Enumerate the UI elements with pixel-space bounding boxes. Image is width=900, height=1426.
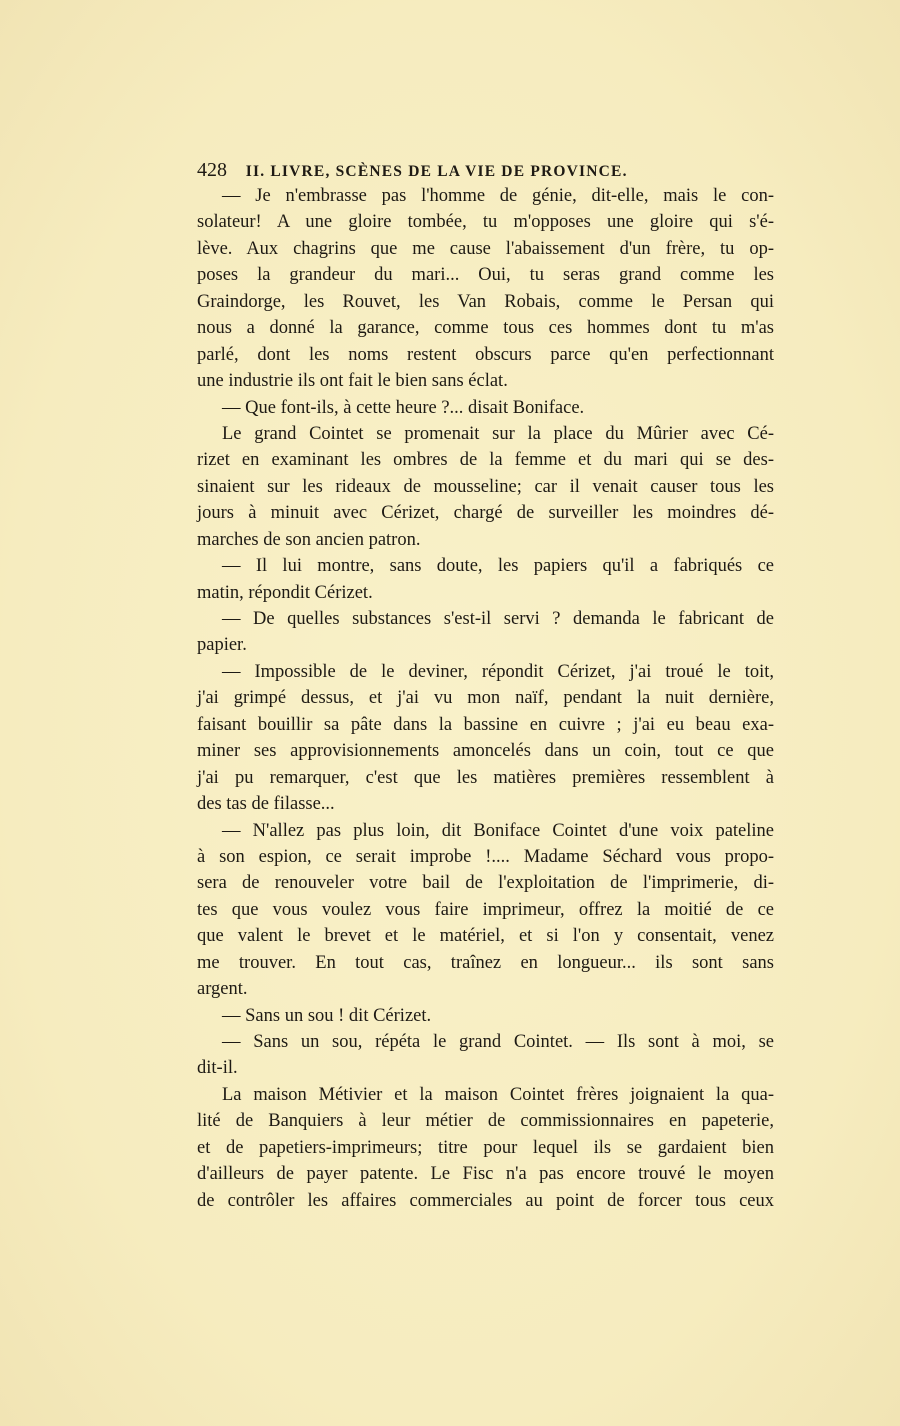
text-line: me trouver. En tout cas, traînez en longueur... ils sont sans xyxy=(197,952,774,973)
paragraph xyxy=(197,1029,774,1082)
text-line: nous a donné la garance, comme tous ces hommes dont tu m'as xyxy=(197,318,774,339)
text-line: papier. xyxy=(197,635,247,656)
text-line: j'ai pu remarquer, c'est que les matières premières ressemblent à xyxy=(197,767,774,788)
paragraph xyxy=(197,395,774,421)
text-line: — Sans un sou, répéta le grand Cointet. — Ils sont à moi, se xyxy=(222,1032,774,1052)
paragraph xyxy=(197,659,774,818)
text-line: parlé, dont les noms restent obscurs parce qu'en perfectionnant xyxy=(197,344,774,365)
text-line: faisant bouillir sa pâte dans la bassine en cuivre ; j'ai eu beau exa- xyxy=(197,714,774,735)
text-line: — N'allez pas plus loin, dit Boniface Cointet d'une voix pateline xyxy=(222,820,774,841)
text-line: à son espion, ce serait improbe !.... Madame Séchard vous propo- xyxy=(197,846,774,867)
text-line: — Il lui montre, sans doute, les papiers qu'il a fabriqués ce xyxy=(222,556,774,577)
text-line: — Je n'embrasse pas l'homme de génie, dit-elle, mais le con- xyxy=(222,186,774,206)
paragraph xyxy=(197,183,774,395)
text-line: poses la grandeur du mari... Oui, tu seras grand comme les xyxy=(197,265,774,286)
paragraph xyxy=(197,1082,774,1214)
text-line: des tas de filasse... xyxy=(197,794,335,815)
text-line: sera de renouveler votre bail de l'exploitation de l'imprimerie, di- xyxy=(197,873,774,894)
text-line: miner ses approvisionnements amoncelés dans un coin, tout ce que xyxy=(197,741,774,762)
text-line: jours à minuit avec Cérizet, chargé de surveiller les moindres dé- xyxy=(197,503,774,524)
page-body-text xyxy=(197,183,774,1214)
text-line: solateur! A une gloire tombée, tu m'opposes une gloire qui s'é- xyxy=(197,212,774,233)
text-line: — Que font-ils, à cette heure ?... disait Boniface. xyxy=(222,397,585,418)
text-line: Le grand Cointet se promenait sur la place du Mûrier avec Cé- xyxy=(222,423,774,444)
text-line: argent. xyxy=(197,979,248,1000)
paragraph xyxy=(197,606,774,659)
text-line: tes que vous voulez vous faire imprimeur, offrez la moitié de ce xyxy=(197,899,774,920)
text-line: — De quelles substances s'est-il servi ? demanda le fabricant de xyxy=(222,609,774,629)
text-line: rizet en examinant les ombres de la femme et du mari qui se des- xyxy=(197,450,774,471)
paragraph xyxy=(197,818,774,1003)
text-line: matin, répondit Cérizet. xyxy=(197,582,373,603)
text-line: — Sans un sou ! dit Cérizet. xyxy=(222,1005,432,1026)
paragraph xyxy=(197,421,774,553)
text-line: sinaient sur les rideaux de mousseline; car il venait causer tous les xyxy=(197,476,774,497)
text-line: et de papetiers-imprimeurs; titre pour lequel ils se gardaient bien xyxy=(197,1137,774,1158)
text-line: lité de Banquiers à leur métier de commissionnaires en papeterie, xyxy=(197,1111,774,1132)
paragraph xyxy=(197,553,774,606)
text-line: d'ailleurs de payer patente. Le Fisc n'a pas encore trouvé le moyen xyxy=(197,1164,774,1185)
text-line: dit-il. xyxy=(197,1058,238,1079)
running-title: II. LIVRE, SCÈNES DE LA VIE DE PROVINCE. xyxy=(245,163,628,180)
text-line: une industrie ils ont fait le bien sans éclat. xyxy=(197,371,508,392)
text-line: — Impossible de le deviner, répondit Cérizet, j'ai troué le toit, xyxy=(222,661,774,682)
page-number: 428 xyxy=(197,159,227,181)
text-line: que valent le brevet et le matériel, et si l'on y consentait, venez xyxy=(197,926,774,947)
text-line: de contrôler les affaires commerciales au point de forcer tous ceux xyxy=(197,1190,774,1211)
text-line: j'ai grimpé dessus, et j'ai vu mon naïf, pendant la nuit dernière, xyxy=(197,688,774,709)
text-line: lève. Aux chagrins que me cause l'abaissement d'un frère, tu op- xyxy=(197,238,774,259)
text-line: La maison Métivier et la maison Cointet frères joignaient la qua- xyxy=(222,1084,774,1105)
paragraph xyxy=(197,1003,774,1029)
running-header xyxy=(197,157,774,183)
text-line: marches de son ancien patron. xyxy=(197,529,421,550)
text-line: Graindorge, les Rouvet, les Van Robais, comme le Persan qui xyxy=(197,291,774,312)
